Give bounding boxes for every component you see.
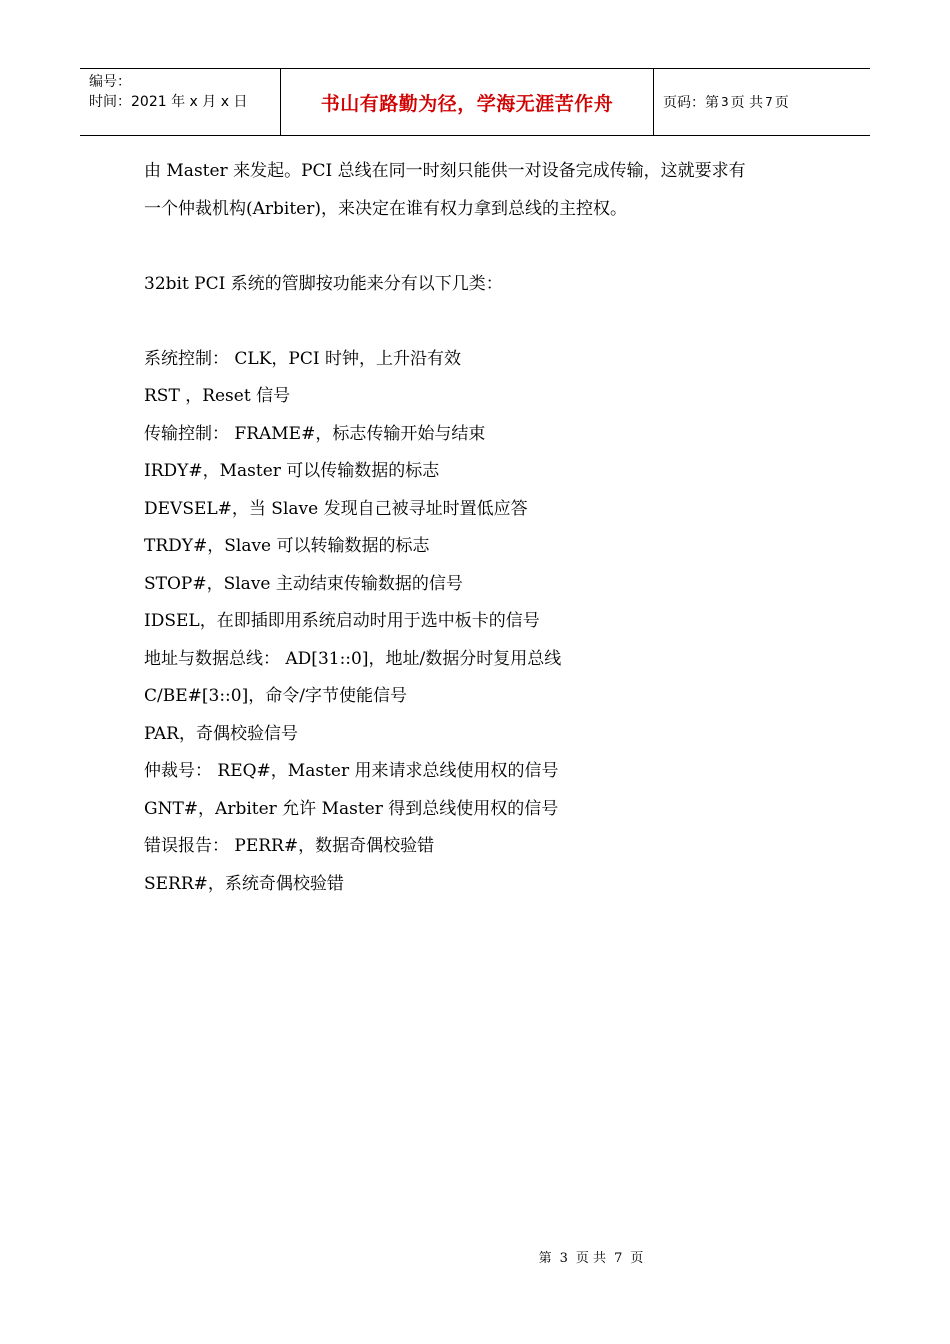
header-page-cell [654,69,870,135]
footer-mid: 页 共 [575,1251,607,1266]
footer-total-pages: 7 [614,1251,623,1266]
footer-prefix: 第 [538,1251,552,1266]
body-line: 仲裁号： REQ#，Master 用来请求总线使用权的信号 [144,761,559,781]
total-pages-number: 7 [765,95,773,109]
body-line: GNT#，Arbiter 允许 Master 得到总线使用权的信号 [144,798,559,819]
body-line: 一个仲裁机构(Arbiter)，来决定在谁有权力拿到总线的主控权。 [144,198,628,219]
body-line: SERR#，系统奇偶校验错 [144,873,344,894]
body-line: 由 Master 来发起。PCI 总线在同一时刻只能供一对设备完成传输，这就要求有 [144,161,746,181]
body-line: IDSEL，在即插即用系统启动时用于选中板卡的信号 [144,611,540,631]
body-line: 系统控制： CLK，PCI 时钟，上升沿有效 [144,348,461,369]
body-line: C/BE#[3::0]，命令/字节使能信号 [144,686,407,706]
body-line: TRDY#，Slave 可以转输数据的标志 [144,536,430,556]
document-body [144,153,824,903]
page-prefix: 页码：第 [663,95,719,111]
body-line: STOP#，Slave 主动结束传输数据的信号 [144,573,463,594]
body-line: 32bit PCI 系统的管脚按功能来分有以下几类： [144,273,503,294]
footer-current-page: 3 [559,1251,568,1266]
header-motto-cell [281,69,654,135]
date-line: 时间：2021 年 x 月 x 日 [89,94,248,110]
blank-line [144,228,824,266]
body-line: 错误报告： PERR#，数据奇偶校验错 [144,836,435,856]
page-mid: 页 共 [730,95,764,111]
footer-page-indicator [535,1247,648,1266]
header-meta-cell [80,69,281,135]
blank-line [144,303,824,341]
page-header [80,68,870,136]
motto-text: 书山有路勤为径，学海无涯苦作舟 [320,92,614,115]
body-line: DEVSEL#，当 Slave 发现自己被寻址时置低应答 [144,498,528,519]
page-footer [0,1247,950,1266]
page-suffix: 页 [774,95,789,111]
footer-suffix: 页 [630,1251,644,1266]
body-line: 地址与数据总线： AD[31::0]，地址/数据分时复用总线 [144,648,562,669]
body-line: RST ，Reset 信号 [144,386,291,406]
body-line: 传输控制： FRAME#，标志传输开始与结束 [144,423,486,444]
body-line: IRDY#，Master 可以传输数据的标志 [144,461,440,481]
current-page-number: 3 [721,95,729,109]
body-line: PAR，奇偶校验信号 [144,723,298,744]
serial-number-label: 编号： [89,74,131,90]
